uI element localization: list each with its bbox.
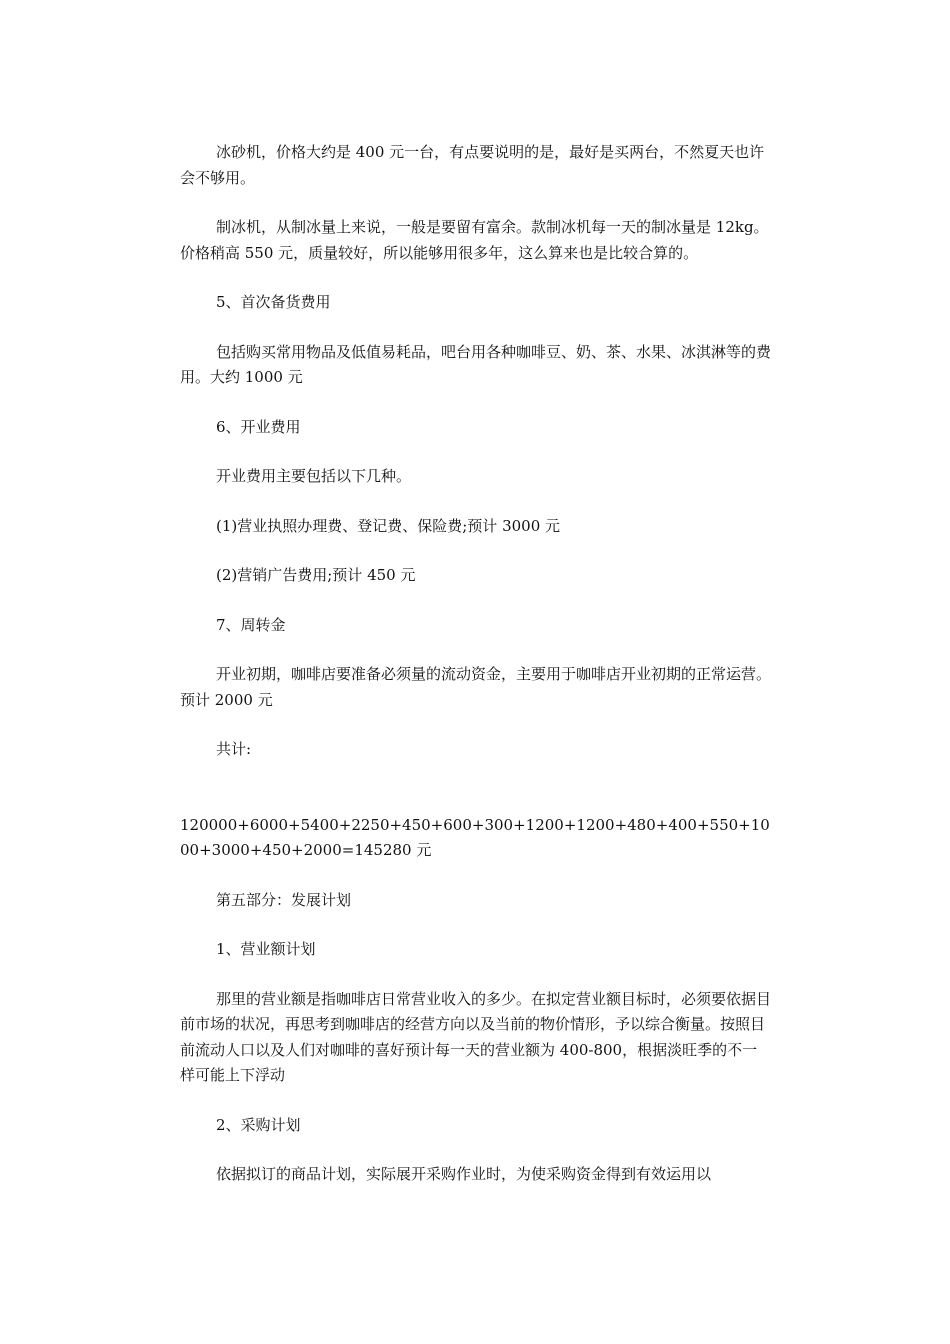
heading-revenue-plan: 1、营业额计划 <box>216 940 316 958</box>
section-title-development-plan: 第五部分：发展计划 <box>216 890 352 909</box>
paragraph-initial-stock: 包括购买常用物品及低值易耗品，吧台用各种咖啡豆、奶、茶、水果、冰淇淋等的费用。大约 1000 元 <box>180 342 772 386</box>
heading-opening-cost: 6、开业费用 <box>216 417 301 436</box>
heading-working-capital: 7、周转金 <box>216 615 286 634</box>
paragraph-opening-cost-intro: 开业费用主要包括以下几种。 <box>216 467 412 485</box>
paragraph-ice-blender: 冰砂机，价格大约是 400 元一台，有点要说明的是，最好是买两台，不然夏天也许会不够用。 <box>180 143 765 187</box>
heading-purchasing-plan: 2、采购计划 <box>216 1115 301 1134</box>
document-body <box>180 140 772 1212</box>
list-item-marketing-fees: (2)营销广告费用;预计 450 元 <box>216 566 416 584</box>
total-calculation: 120000+6000+5400+2250+450+600+300+1200+1200+480+400+550+1000+3000+450+2000=145280 元 <box>180 815 770 859</box>
paragraph-revenue-plan: 那里的营业额是指咖啡店日常营业收入的多少。在拟定营业额目标时，必须要依据目前市场的状况，再思考到咖啡店的经营方向以及当前的物价情形，予以综合衡量。按照目前流动人口以及人们对咖啡的喜好预计每一天的营业额为 400-800，根据淡旺季的不一样可能上下浮动 <box>180 989 772 1084</box>
paragraph-purchasing-plan: 依据拟订的商品计划，实际展开采购作业时，为使采购资金得到有效运用以 <box>216 1165 712 1183</box>
heading-initial-stock-cost: 5、首次备货费用 <box>216 293 331 311</box>
paragraph-working-capital: 开业初期，咖啡店要准备必须量的流动资金，主要用于咖啡店开业初期的正常运营。 预计 2000 元 <box>180 665 772 709</box>
list-item-license-fees: (1)营业执照办理费、登记费、保险费;预计 3000 元 <box>216 516 561 535</box>
paragraph-ice-maker: 制冰机，从制冰量上来说，一般是要留有富余。款制冰机每一天的制冰量是 12kg。价格稍高 550 元，质量较好，所以能够用很多年，这么算来也是比较合算的。 <box>180 218 769 262</box>
label-total: 共计: <box>216 740 252 758</box>
